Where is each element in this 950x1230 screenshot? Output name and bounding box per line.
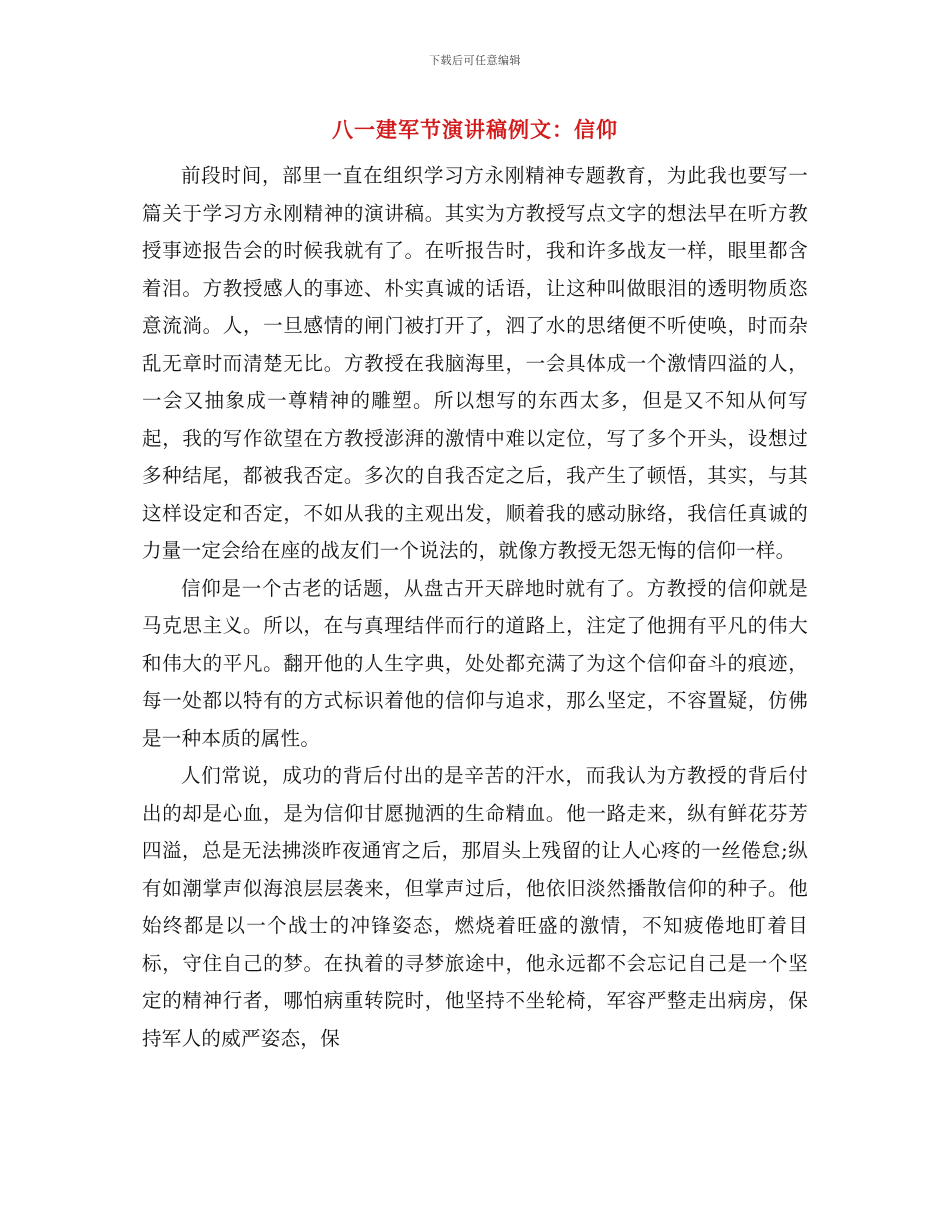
paragraph-2: 信仰是一个古老的话题，从盘古开天辟地时就有了。方教授的信仰就是马克思主义。所以，在与真理结伴而行的道路上，注定了他拥有平凡的伟大和伟大的平凡。翻开他的人生字典，处处都充满了为这个信仰奋斗的痕迹，每一处都以特有的方式标识着他的信仰与追求，那么坚定，不容置疑，仿佛是一种本质的属性。 — [142, 576, 808, 750]
paragraph-1: 前段时间，部里一直在组织学习方永刚精神专题教育，为此我也要写一篇关于学习方永刚精神的演讲稿。其实为方教授写点文字的想法早在听方教授事迹报告会的时候我就有了。在听报告时，我和许多战友一样，眼里都含着泪。方教授感人的事迹、朴实真诚的话语，让这种叫做眼泪的透明物质恣意流淌。人，一旦感情的闸门被打开了，泗了水的思绪便不听使唤，时而杂乱无章时而清楚无比。方教授在我脑海里，一会具体成一个激情四溢的人，一会又抽象成一尊精神的雕塑。所以想写的东西太多，但是又不知从何写起，我的写作欲望在方教授澎湃的激情中难以定位，写了多个开头，设想过多种结尾，都被我否定。多次的自我否定之后，我产生了顿悟，其实，与其这样设定和否定，不如从我的主观出发，顺着我的感动脉络，我信任真诚的力量一定会给在座的战友们一个说法的，就像方教授无怨无悔的信仰一样。 — [142, 164, 808, 562]
document-title: 八一建军节演讲稿例文：信仰 — [332, 117, 618, 142]
paragraph-3: 人们常说，成功的背后付出的是辛苦的汗水，而我认为方教授的背后付出的却是心血，是为信仰甘愿抛洒的生命精血。他一路走来，纵有鲜花芬芳四溢，总是无法拂淡昨夜通宵之后，那眉头上残留的让人心疼的一丝倦怠;纵有如潮掌声似海浪层层袭来，但掌声过后，他依旧淡然播散信仰的种子。他始终都是以一个战士的冲锋姿态，燃烧着旺盛的激情，不知疲倦地盯着目标，守住自己的梦。在执着的寻梦旅途中，他永远都不会忘记自己是一个坚定的精神行者，哪怕病重转院时，他坚持不坐轮椅，军容严整走出病房，保持军人的威严姿态，保 — [142, 764, 808, 1050]
header-note: 下载后可任意编辑 — [429, 54, 521, 67]
document-body — [142, 157, 808, 1057]
